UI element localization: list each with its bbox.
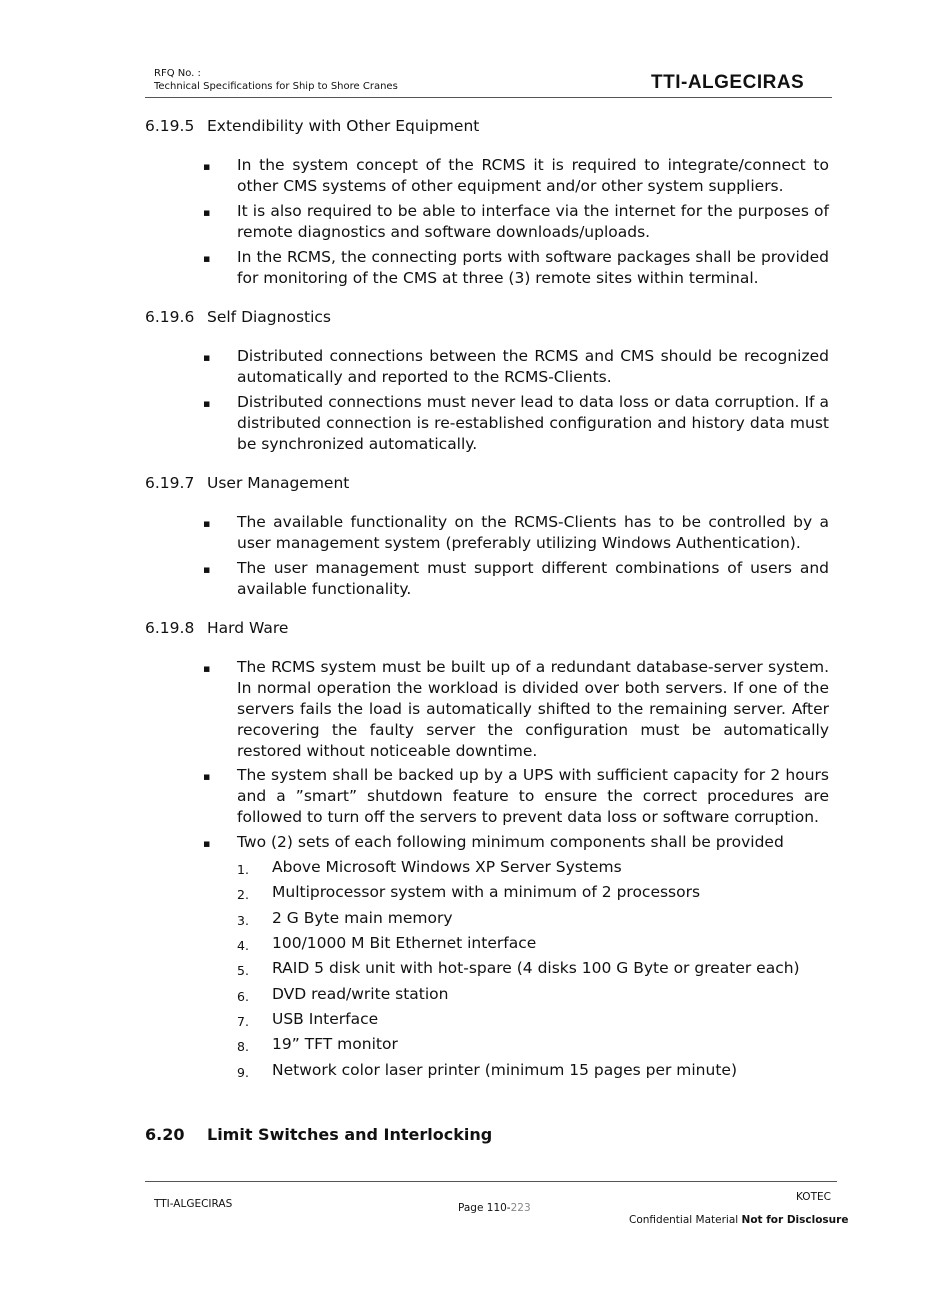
list-item: Network color laser printer (minimum 15 pages per minute) [272,1061,737,1079]
bullet-marker: ▪ [203,662,211,675]
bullet-text: Distributed connections must never lead to data loss or data corruption. If a distributed connection is re-established configuration and history data must be synchronized automatically. [237,393,829,453]
section-title: Extendibility with Other Equipment [207,117,480,135]
header-brand: TTI-ALGECIRAS [651,72,805,93]
section-number: 6.19.8 [145,619,195,637]
bullet-text: The user management must support different combinations of users and available functionality. [237,559,829,598]
header-divider [145,97,832,98]
section-number: 6.19.5 [145,117,195,135]
page-total: 223 [510,1202,531,1214]
rfq-label: RFQ No. : [154,68,201,79]
section-title: Hard Ware [207,619,289,637]
section-heading-major [145,1125,493,1144]
list-number: 1. [237,862,249,877]
list-number: 9. [237,1065,249,1080]
bullet-text: The available functionality on the RCMS-Clients has to be controlled by a user management system (preferably utilizing Windows Authentication). [237,513,829,552]
footer-divider [145,1181,837,1182]
bullet-marker: ▪ [203,563,211,576]
bullet-text: It is also required to be able to interface via the internet for the purposes of remote diagnostics and software downloads/uploads. [237,202,829,241]
list-number: 7. [237,1014,249,1029]
bullet-marker: ▪ [203,206,211,219]
section-number: 6.19.6 [145,308,195,326]
bullet-text: Two (2) sets of each following minimum components shall be provided [237,833,784,851]
document-subtitle: Technical Specifications for Ship to Shore Cranes [154,81,398,92]
bullet-text: The RCMS system must be built up of a redundant database-server system. In normal operation the workload is divided over both servers. If one of the servers fails the load is automatically shifted to the remaining server. After recovering the faulty server the configuration must be automatically restored without noticeable downtime. [237,658,829,760]
footer-company: KOTEC [796,1191,831,1203]
list-item: Above Microsoft Windows XP Server Systems [272,858,622,876]
disclosure-label: Not for Disclosure [741,1214,849,1226]
list-item: 100/1000 M Bit Ethernet interface [272,934,537,952]
bullet-marker: ▪ [203,770,211,783]
bullet-marker: ▪ [203,837,211,850]
section-number: 6.19.7 [145,474,195,492]
list-number: 6. [237,989,249,1004]
page-number [458,1202,531,1214]
bullet-marker: ▪ [203,252,211,265]
section-title: Self Diagnostics [207,308,332,326]
bullet-text: The system shall be backed up by a UPS with sufficient capacity for 2 hours and a ”smart” shutdown feature to ensure the correct procedures are followed to turn off the servers to prevent data loss or software corruption. [237,766,829,826]
list-item: DVD read/write station [272,985,449,1003]
list-number: 2. [237,887,249,902]
bullet-marker: ▪ [203,397,211,410]
footer-left: TTI-ALGECIRAS [154,1198,233,1210]
list-number: 8. [237,1039,249,1054]
section-number: 6.20 [145,1125,185,1144]
footer-confidential [629,1214,848,1226]
bullet-text: In the system concept of the RCMS it is required to integrate/connect to other CMS systems of other equipment and/or other system suppliers. [237,156,829,195]
bullet-text: Distributed connections between the RCMS and CMS should be recognized automatically and reported to the RCMS-Clients. [237,347,829,386]
list-item: RAID 5 disk unit with hot-spare (4 disks 100 G Byte or greater each) [272,959,800,977]
list-item: USB Interface [272,1010,379,1028]
bullet-marker: ▪ [203,160,211,173]
list-number: 4. [237,938,249,953]
list-number: 5. [237,963,249,978]
bullet-text: In the RCMS, the connecting ports with software packages shall be provided for monitoring of the CMS at three (3) remote sites within terminal. [237,248,829,287]
page-prefix: Page 110- [458,1202,511,1214]
list-item: Multiprocessor system with a minimum of 2 processors [272,883,701,901]
list-item: 19” TFT monitor [272,1035,398,1053]
list-item: 2 G Byte main memory [272,909,453,927]
bullet-marker: ▪ [203,517,211,530]
section-title: User Management [207,474,350,492]
list-number: 3. [237,913,249,928]
confidential-label: Confidential Material [629,1214,739,1226]
section-title: Limit Switches and Interlocking [207,1125,493,1144]
bullet-marker: ▪ [203,351,211,364]
